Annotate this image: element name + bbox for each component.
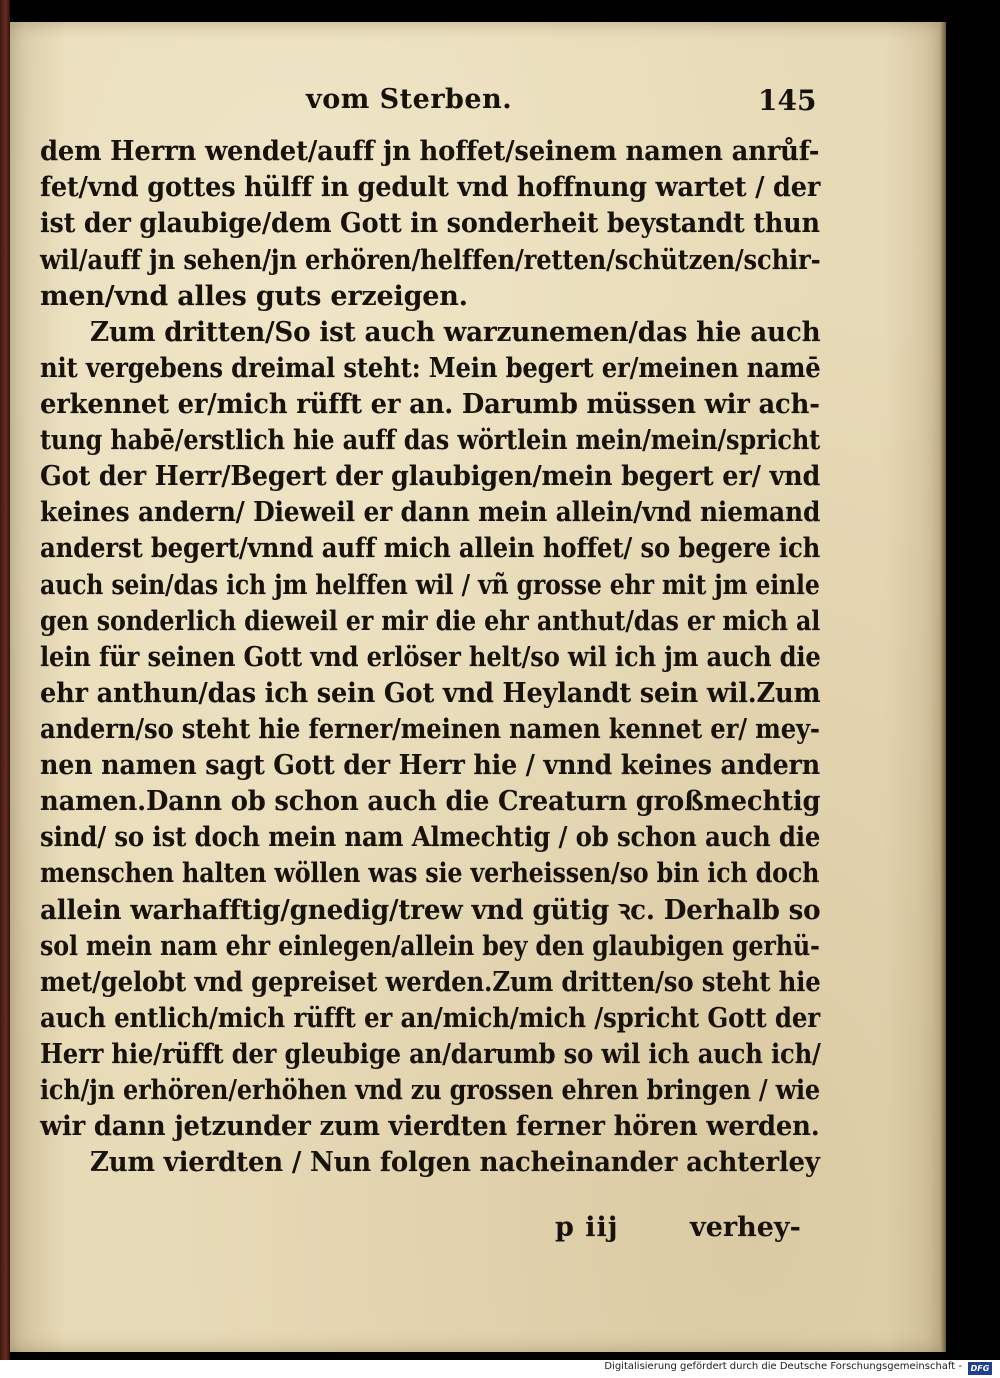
text-line: wil/auff jn sehen/jn erhören/helffen/retten/schützen/schir-	[40, 245, 821, 276]
text-line: lein für seinen Gott vnd erlöser helt/so wil ich jm auch die	[40, 642, 821, 673]
text-line: fet/vnd gottes hülff in gedult vnd hoffnung wartet / der	[40, 172, 821, 203]
text-line: andern/so steht hie ferner/meinen namen kennet er/ mey-	[40, 714, 820, 745]
text-line: dem Herrn wendet/auff jn hoffet/seinem namen anrůf-	[40, 136, 820, 167]
text-line: erkennet er/mich rüfft er an. Darumb müssen wir ach-	[40, 389, 820, 420]
catchword: verhey-	[690, 1212, 801, 1243]
page-fore-edge	[940, 22, 946, 1352]
text-line: allein warhafftig/gnedig/trew vnd gütig ꝛc. Derhalb so	[40, 895, 821, 926]
page-number: 145	[758, 84, 817, 117]
text-line: gen sonderlich dieweil er mir die ehr anthut/das er mich al	[40, 606, 821, 637]
book-binding-edge	[0, 0, 10, 1360]
running-head-title: vom Sterben.	[306, 84, 513, 115]
footer-bar	[0, 1360, 1000, 1378]
text-line: namen.Dann ob schon auch die Creaturn großmechtig	[40, 786, 821, 817]
text-line: sol mein nam ehr einlegen/allein bey den glaubigen gerhü-	[40, 931, 820, 962]
text-line: keines andern/ Dieweil er dann mein allein/vnd niemand	[40, 497, 821, 528]
text-line: auch entlich/mich rüfft er an/mich/mich /spricht Gott der	[40, 1003, 821, 1034]
text-line: menschen halten wöllen was sie verheissen/so bin ich doch	[40, 858, 820, 889]
text-line: anderst begert/vnnd auff mich allein hoffet/ so begere ich	[40, 533, 821, 564]
text-line: men/vnd alles guts erzeigen.	[40, 281, 468, 312]
signature-mark: p iij	[555, 1212, 619, 1243]
running-head	[10, 84, 940, 120]
funding-notice: Digitalisierung gefördert durch die Deutsche Forschungsgemeinschaft -	[604, 1361, 962, 1372]
book-page	[10, 22, 940, 1352]
text-line: tung habē/erstlich hie auff das wörtlein mein/mein/spricht	[40, 425, 821, 456]
text-line: ehr anthun/das ich sein Got vnd Heylandt sein wil.Zum	[40, 678, 821, 709]
text-line: auch sein/das ich jm helffen wil / vñ grosse ehr mit jm einle	[40, 570, 820, 601]
text-line: Got der Herr/Begert der glaubigen/mein begert er/ vnd	[40, 461, 821, 492]
paragraph-start-line: Zum vierdten / Nun folgen nacheinander achterley	[90, 1147, 820, 1178]
text-line: sind/ so ist doch mein nam Almechtig / ob schon auch die	[40, 822, 821, 853]
text-line: wir dann jetzunder zum vierdten ferner hören werden.	[40, 1111, 820, 1142]
text-line: met/gelobt vnd gepreiset werden.Zum dritten/so steht hie	[40, 967, 821, 998]
text-line: Herr hie/rüfft der gleubige an/darumb so wil ich auch ich/	[40, 1039, 821, 1070]
catch-line	[10, 1212, 940, 1248]
text-line: ist der glaubige/dem Gott in sonderheit beystandt thun	[40, 208, 820, 239]
text-line: nit vergebens dreimal steht: Mein begert er/meinen namē	[40, 353, 821, 384]
paragraph-start-line: Zum dritten/So ist auch warzunemen/das hie auch	[90, 317, 821, 348]
text-line: nen namen sagt Gott der Herr hie / vnnd keines andern	[40, 750, 820, 781]
dfg-logo-icon: DFG	[968, 1362, 992, 1375]
text-line: ich/jn erhören/erhöhen vnd zu grossen ehren bringen / wie	[40, 1075, 820, 1106]
